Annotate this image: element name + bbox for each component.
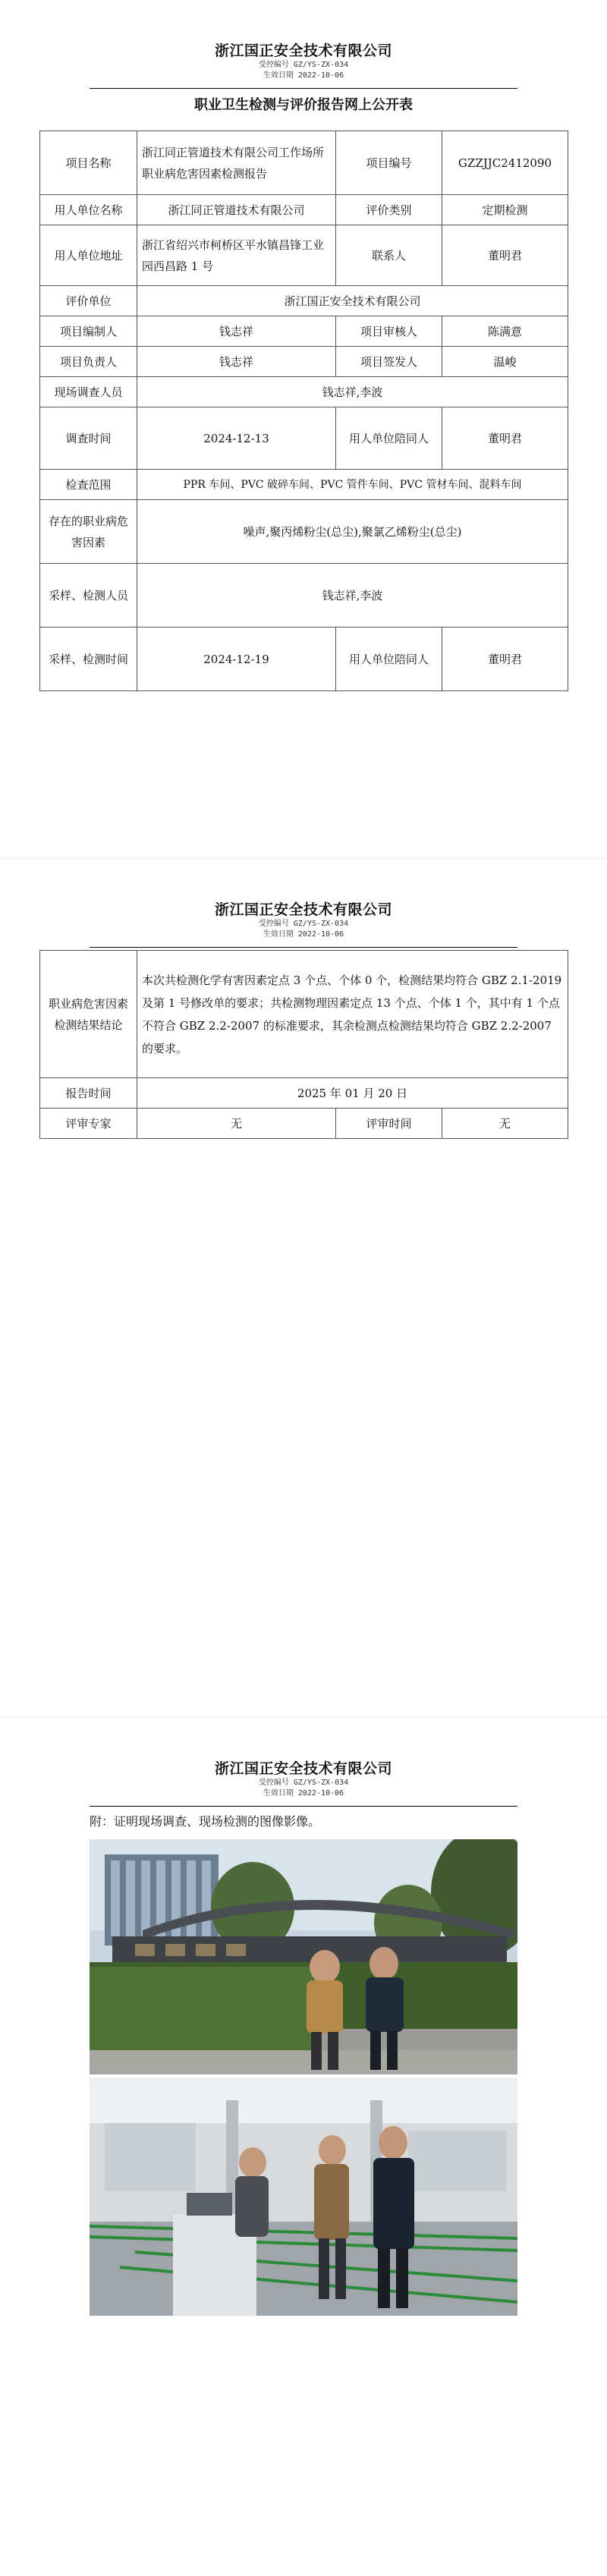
page-header (0, 898, 607, 940)
page-header (0, 39, 607, 81)
effective-date: 生效日期 2022-10-06 (263, 930, 344, 939)
project-name: 浙江同正管道技术有限公司工作场所职业病危害因素检测报告 (137, 131, 336, 195)
investigators: 钱志祥,李波 (137, 377, 568, 407)
disclosure-table (39, 131, 568, 691)
address-label: 用人单位地址 (40, 225, 137, 286)
site-survey-photo (90, 1839, 517, 2074)
effective-date: 生效日期 2022-10-06 (263, 71, 344, 80)
issuer-label: 项目签发人 (336, 347, 442, 377)
employer: 浙江同正管道技术有限公司 (137, 195, 336, 225)
eval-type-label: 评价类别 (336, 195, 442, 225)
issuer: 温峻 (442, 347, 568, 377)
samplers: 钱志祥,李波 (137, 564, 568, 627)
conclusion: 本次共检测化学有害因素定点 3 个点、个体 0 个，检测结果均符合 GBZ 2.1-2019 及第 1 号修改单的要求；共检测物理因素定点 13 个点、个体 1 个，其中有 1 个点不符合 GBZ 2.2-2007 的标准要求，其余检测点检测结果均符合 GBZ 2.2-2007 的要求。 (137, 951, 568, 1078)
appendix-note: 附：证明现场调查、现场检测的图像影像。 (90, 1814, 321, 1829)
survey-time-label: 调查时间 (40, 407, 137, 470)
page-2 (0, 859, 607, 1717)
contact: 董明君 (442, 225, 568, 286)
header-rule (90, 88, 517, 89)
document-title: 职业卫生检测与评价报告网上公开表 (194, 97, 413, 113)
accompany: 董明君 (442, 407, 568, 470)
page-3 (0, 1718, 607, 2576)
reviewer-label: 项目审核人 (336, 316, 442, 347)
effective-date: 生效日期 2022-10-06 (263, 1789, 344, 1798)
sampling-time-label: 采样、检测时间 (40, 627, 137, 691)
accompany2-label: 用人单位陪同人 (336, 627, 442, 691)
control-number: 受控编号 GZ/YS-ZX-034 (258, 1779, 349, 1787)
employer-label: 用人单位名称 (40, 195, 137, 225)
reviewer: 陈满意 (442, 316, 568, 347)
hazards-label: 存在的职业病危害因素 (40, 500, 137, 564)
expert: 无 (137, 1109, 336, 1139)
eval-type: 定期检测 (442, 195, 568, 225)
conclusion-label: 职业病危害因素检测结果结论 (40, 951, 137, 1078)
compiler: 钱志祥 (137, 316, 336, 347)
accompany2: 董明君 (442, 627, 568, 691)
company-name: 浙江国正安全技术有限公司 (214, 1760, 392, 1777)
project-no: GZZJJC2412090 (442, 131, 568, 195)
investigators-label: 现场调查人员 (40, 377, 137, 407)
site-detection-photo (90, 2077, 517, 2316)
review-time: 无 (442, 1109, 568, 1139)
compiler-label: 项目编制人 (40, 316, 137, 347)
page-1 (0, 0, 607, 858)
report-time-label: 报告时间 (40, 1078, 137, 1109)
header-rule (90, 1806, 517, 1807)
header-rule (90, 947, 517, 948)
samplers-label: 采样、检测人员 (40, 564, 137, 627)
project-name-label: 项目名称 (40, 131, 137, 195)
page-header (0, 1757, 607, 1799)
control-number: 受控编号 GZ/YS-ZX-034 (258, 920, 349, 928)
company-name: 浙江国正安全技术有限公司 (214, 42, 392, 59)
hazards: 噪声,聚丙烯粉尘(总尘),聚氯乙烯粉尘(总尘) (137, 500, 568, 564)
site-detection-photo-graphic (90, 2077, 517, 2316)
address: 浙江省绍兴市柯桥区平水镇昌锋工业园西昌路 1 号 (137, 225, 336, 286)
project-no-label: 项目编号 (336, 131, 442, 195)
site-survey-photo-graphic (90, 1839, 517, 2074)
company-name: 浙江国正安全技术有限公司 (214, 901, 392, 918)
control-number: 受控编号 GZ/YS-ZX-034 (258, 61, 349, 69)
scope: PPR 车间、PVC 破碎车间、PVC 管件车间、PVC 管材车间、混料车间 (137, 470, 568, 500)
leader-label: 项目负责人 (40, 347, 137, 377)
review-time-label: 评审时间 (336, 1109, 442, 1139)
evaluator-label: 评价单位 (40, 286, 137, 316)
conclusion-table (39, 950, 568, 1139)
sampling-time: 2024-12-19 (137, 627, 336, 691)
leader: 钱志祥 (137, 347, 336, 377)
expert-label: 评审专家 (40, 1109, 137, 1139)
accompany-label: 用人单位陪同人 (336, 407, 442, 470)
evaluator: 浙江国正安全技术有限公司 (137, 286, 568, 316)
report-time: 2025 年 01 月 20 日 (137, 1078, 568, 1109)
scope-label: 检查范围 (40, 470, 137, 500)
survey-time: 2024-12-13 (137, 407, 336, 470)
contact-label: 联系人 (336, 225, 442, 286)
